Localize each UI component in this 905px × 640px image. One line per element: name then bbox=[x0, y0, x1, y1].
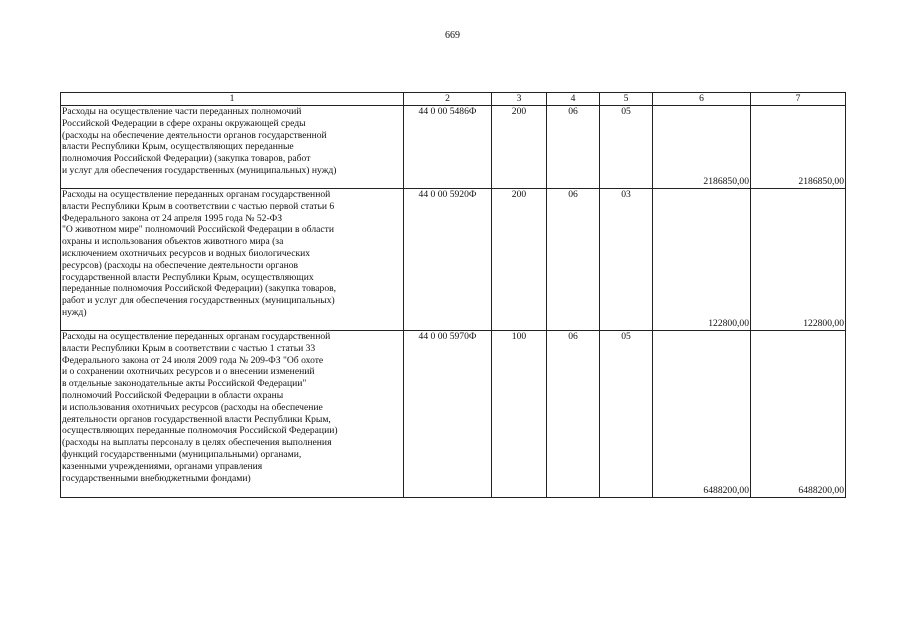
table-row bbox=[61, 331, 846, 498]
row-subsection: 03 bbox=[600, 189, 653, 331]
row-amount-col6: 122800,00 bbox=[653, 189, 751, 331]
row-amount-col6: 2186850,00 bbox=[653, 106, 751, 189]
row-description: Расходы на осуществление переданных органам государственной власти Республики Крым в соответствии с частью 1 статьи 33 Федерального закона от 24 июля 2009 года № 209-ФЗ "Об охоте и о сохранении охотничьих ресурсов и о внесении изменений в отдельные законодательные акты Российской Федерации" полномочий Российской Федерации в области охраны и использования охотничьих ресурсов (расходы на обеспечение деятельности органов государственной власти Республики Крым, осуществляющих переданные полномочия Российской Федерации) (расходы на выплаты персоналу в целях обеспечения выполнения функций государственными (муниципальными) органами, казенными учреждениями, органами управления государственными внебюджетными фондами) bbox=[61, 331, 404, 498]
row-section: 06 bbox=[547, 331, 600, 498]
row-expense-type: 200 bbox=[492, 106, 547, 189]
budget-table bbox=[60, 92, 846, 498]
page-number: 669 bbox=[445, 30, 460, 41]
row-target-code: 44 0 00 5970Ф bbox=[404, 331, 492, 498]
row-section: 06 bbox=[547, 189, 600, 331]
table-row bbox=[61, 106, 846, 189]
header-col-6: 6 bbox=[653, 93, 751, 106]
header-col-4: 4 bbox=[547, 93, 600, 106]
row-expense-type: 200 bbox=[492, 189, 547, 331]
row-amount-col7: 2186850,00 bbox=[751, 106, 846, 189]
table-row bbox=[61, 189, 846, 331]
row-subsection: 05 bbox=[600, 331, 653, 498]
header-col-1: 1 bbox=[61, 93, 404, 106]
row-amount-col6: 6488200,00 bbox=[653, 331, 751, 498]
row-target-code: 44 0 00 5486Ф bbox=[404, 106, 492, 189]
header-col-5: 5 bbox=[600, 93, 653, 106]
header-col-7: 7 bbox=[751, 93, 846, 106]
row-amount-col7: 6488200,00 bbox=[751, 331, 846, 498]
table-header-row bbox=[61, 93, 846, 106]
row-description: Расходы на осуществление части переданных полномочий Российской Федерации в сфере охраны окружающей среды (расходы на обеспечение деятельности органов государственной власти Республики Крым, осуществляющих переданные полномочия Российской Федерации) (закупка товаров, работ и услуг для обеспечения государственных (муниципальных) нужд) bbox=[61, 106, 404, 189]
row-amount-col7: 122800,00 bbox=[751, 189, 846, 331]
row-target-code: 44 0 00 5920Ф bbox=[404, 189, 492, 331]
header-col-3: 3 bbox=[492, 93, 547, 106]
row-section: 06 bbox=[547, 106, 600, 189]
row-subsection: 05 bbox=[600, 106, 653, 189]
row-expense-type: 100 bbox=[492, 331, 547, 498]
header-col-2: 2 bbox=[404, 93, 492, 106]
row-description: Расходы на осуществление переданных органам государственной власти Республики Крым в соответствии с частью первой статьи 6 Федерального закона от 24 апреля 1995 года № 52-ФЗ "О животном мире" полномочий Российской Федерации в области охраны и использования объектов животного мира (за исключением охотничьих ресурсов и водных биологических ресурсов) (расходы на обеспечение деятельности органов государственной власти Республики Крым, осуществляющих переданные полномочия Российской Федерации) (закупка товаров, работ и услуг для обеспечения государственных (муниципальных) нужд) bbox=[61, 189, 404, 331]
